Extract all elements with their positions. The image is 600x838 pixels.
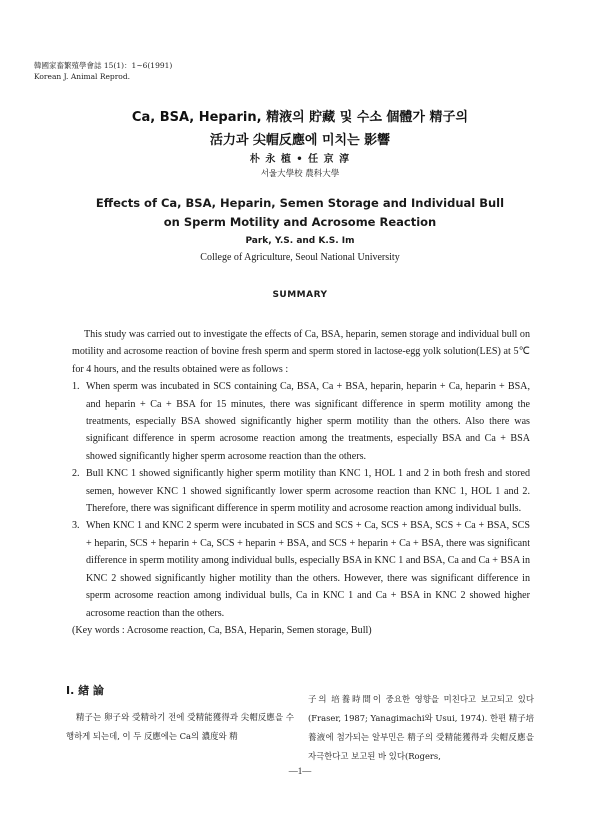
- summary-intro: This study was carried out to investigate the effects of Ca, BSA, heparin, semen storage and individual bull on motility and acrosome reaction of bovine fresh sperm and sperm stored in lactose-egg yolk solution(LES) at 5℃ for 4 hours, and the results obtained were as follows :: [72, 329, 530, 375]
- item-number: 3.: [72, 520, 80, 532]
- section-heading-introduction: Ⅰ. 緖 論: [66, 684, 104, 697]
- korean-affiliation: 서울大學校 農科大學: [260, 169, 340, 179]
- item-text: When KNC 1 and KNC 2 sperm were incubated in SCS and SCS + Ca, SCS + BSA, SCS + Ca + BSA, SCS + heparin, SCS + heparin + Ca, SCS + heparin + BSA, and SCS + heparin + Ca + BSA, there was significant difference in sperm motility among individual bulls, especially BSA in KNC 1 and BSA, Ca and Ca + BSA in KNC 2 showed significantly higher motility than the others. However, there was significant difference in sperm acrosome reaction among individual bulls, Ca in KNC 1 and Ca + BSA in KNC 2 showed higher acrosome reaction than the others.: [86, 520, 530, 619]
- summary-item: [72, 517, 530, 621]
- summary-item: [72, 378, 530, 465]
- journal-name-english: Korean J. Animal Reprod.: [34, 72, 131, 81]
- summary-item: [72, 465, 530, 517]
- english-affiliation: College of Agriculture, Seoul National University: [200, 252, 400, 263]
- journal-name-korean: 韓國家畜繁殖學會誌 15(1)：1~6(1991): [34, 61, 173, 70]
- introduction-paragraph-right: 子의 培養時間이 중요한 영향을 미친다고 보고되고 있다(Fraser, 1987; Yanagimachi와 Usui, 1974). 한편 精子培養液에 첨가되는 알부민은 精子의 受精能獲得과 尖帽反應을 자극한다고 보고된 바 있다(Rogers,: [308, 694, 534, 761]
- korean-title-line-2: 活力과 尖帽反應에 미치는 影響: [209, 133, 391, 148]
- english-title-line-1: Effects of Ca, BSA, Heparin, Semen Storage and Individual Bull: [95, 196, 505, 210]
- introduction-paragraph-left: 精子는 卵子와 受精하기 전에 受精能獲得과 尖帽反應을 수행하게 되는데, 이 두 反應에는 Ca의 濃度와 精: [66, 712, 294, 741]
- item-text: Bull KNC 1 showed significantly higher sperm motility than KNC 1, HOL 1 and 2 in both fresh and stored semen, however KNC 1 showed significantly lower sperm acrosome reaction than KNC 1, HOL 1 and 2. Therefore, there was significant difference in sperm motility and acrosome reaction among individual bulls.: [86, 468, 530, 515]
- korean-title-line-1: Ca, BSA, Heparin, 精液의 貯藏 및 수소 個體가 精子의: [131, 110, 469, 125]
- introduction-left-column: [66, 682, 294, 746]
- introduction-right-column: [308, 690, 534, 766]
- journal-citation: [34, 60, 172, 82]
- item-text: When sperm was incubated in SCS containing Ca, BSA, Ca + BSA, heparin, heparin + Ca, heparin + BSA, and heparin + Ca + BSA for 15 minutes, there was significant difference in sperm motility among the treatments, especially BSA showed significantly higher sperm motility than the others. Also there was significant difference in sperm acrosome reaction among the treatments, especially BSA and Ca + BSA showed significantly higher sperm acrosome reaction than the others.: [86, 381, 530, 462]
- english-title-line-2: on Sperm Motility and Acrosome Reaction: [163, 215, 437, 229]
- item-number: 2.: [72, 468, 80, 480]
- page-number: —1—: [288, 766, 312, 776]
- keywords: (Key words : Acrosome reaction, Ca, BSA, Heparin, Semen storage, Bull): [72, 624, 372, 636]
- korean-authors: 朴 永 植 • 任 京 淳: [249, 154, 351, 165]
- english-authors: Park, Y.S. and K.S. Im: [245, 236, 355, 246]
- item-number: 1.: [72, 381, 80, 393]
- summary-body: [72, 326, 530, 639]
- summary-heading: SUMMARY: [272, 290, 328, 300]
